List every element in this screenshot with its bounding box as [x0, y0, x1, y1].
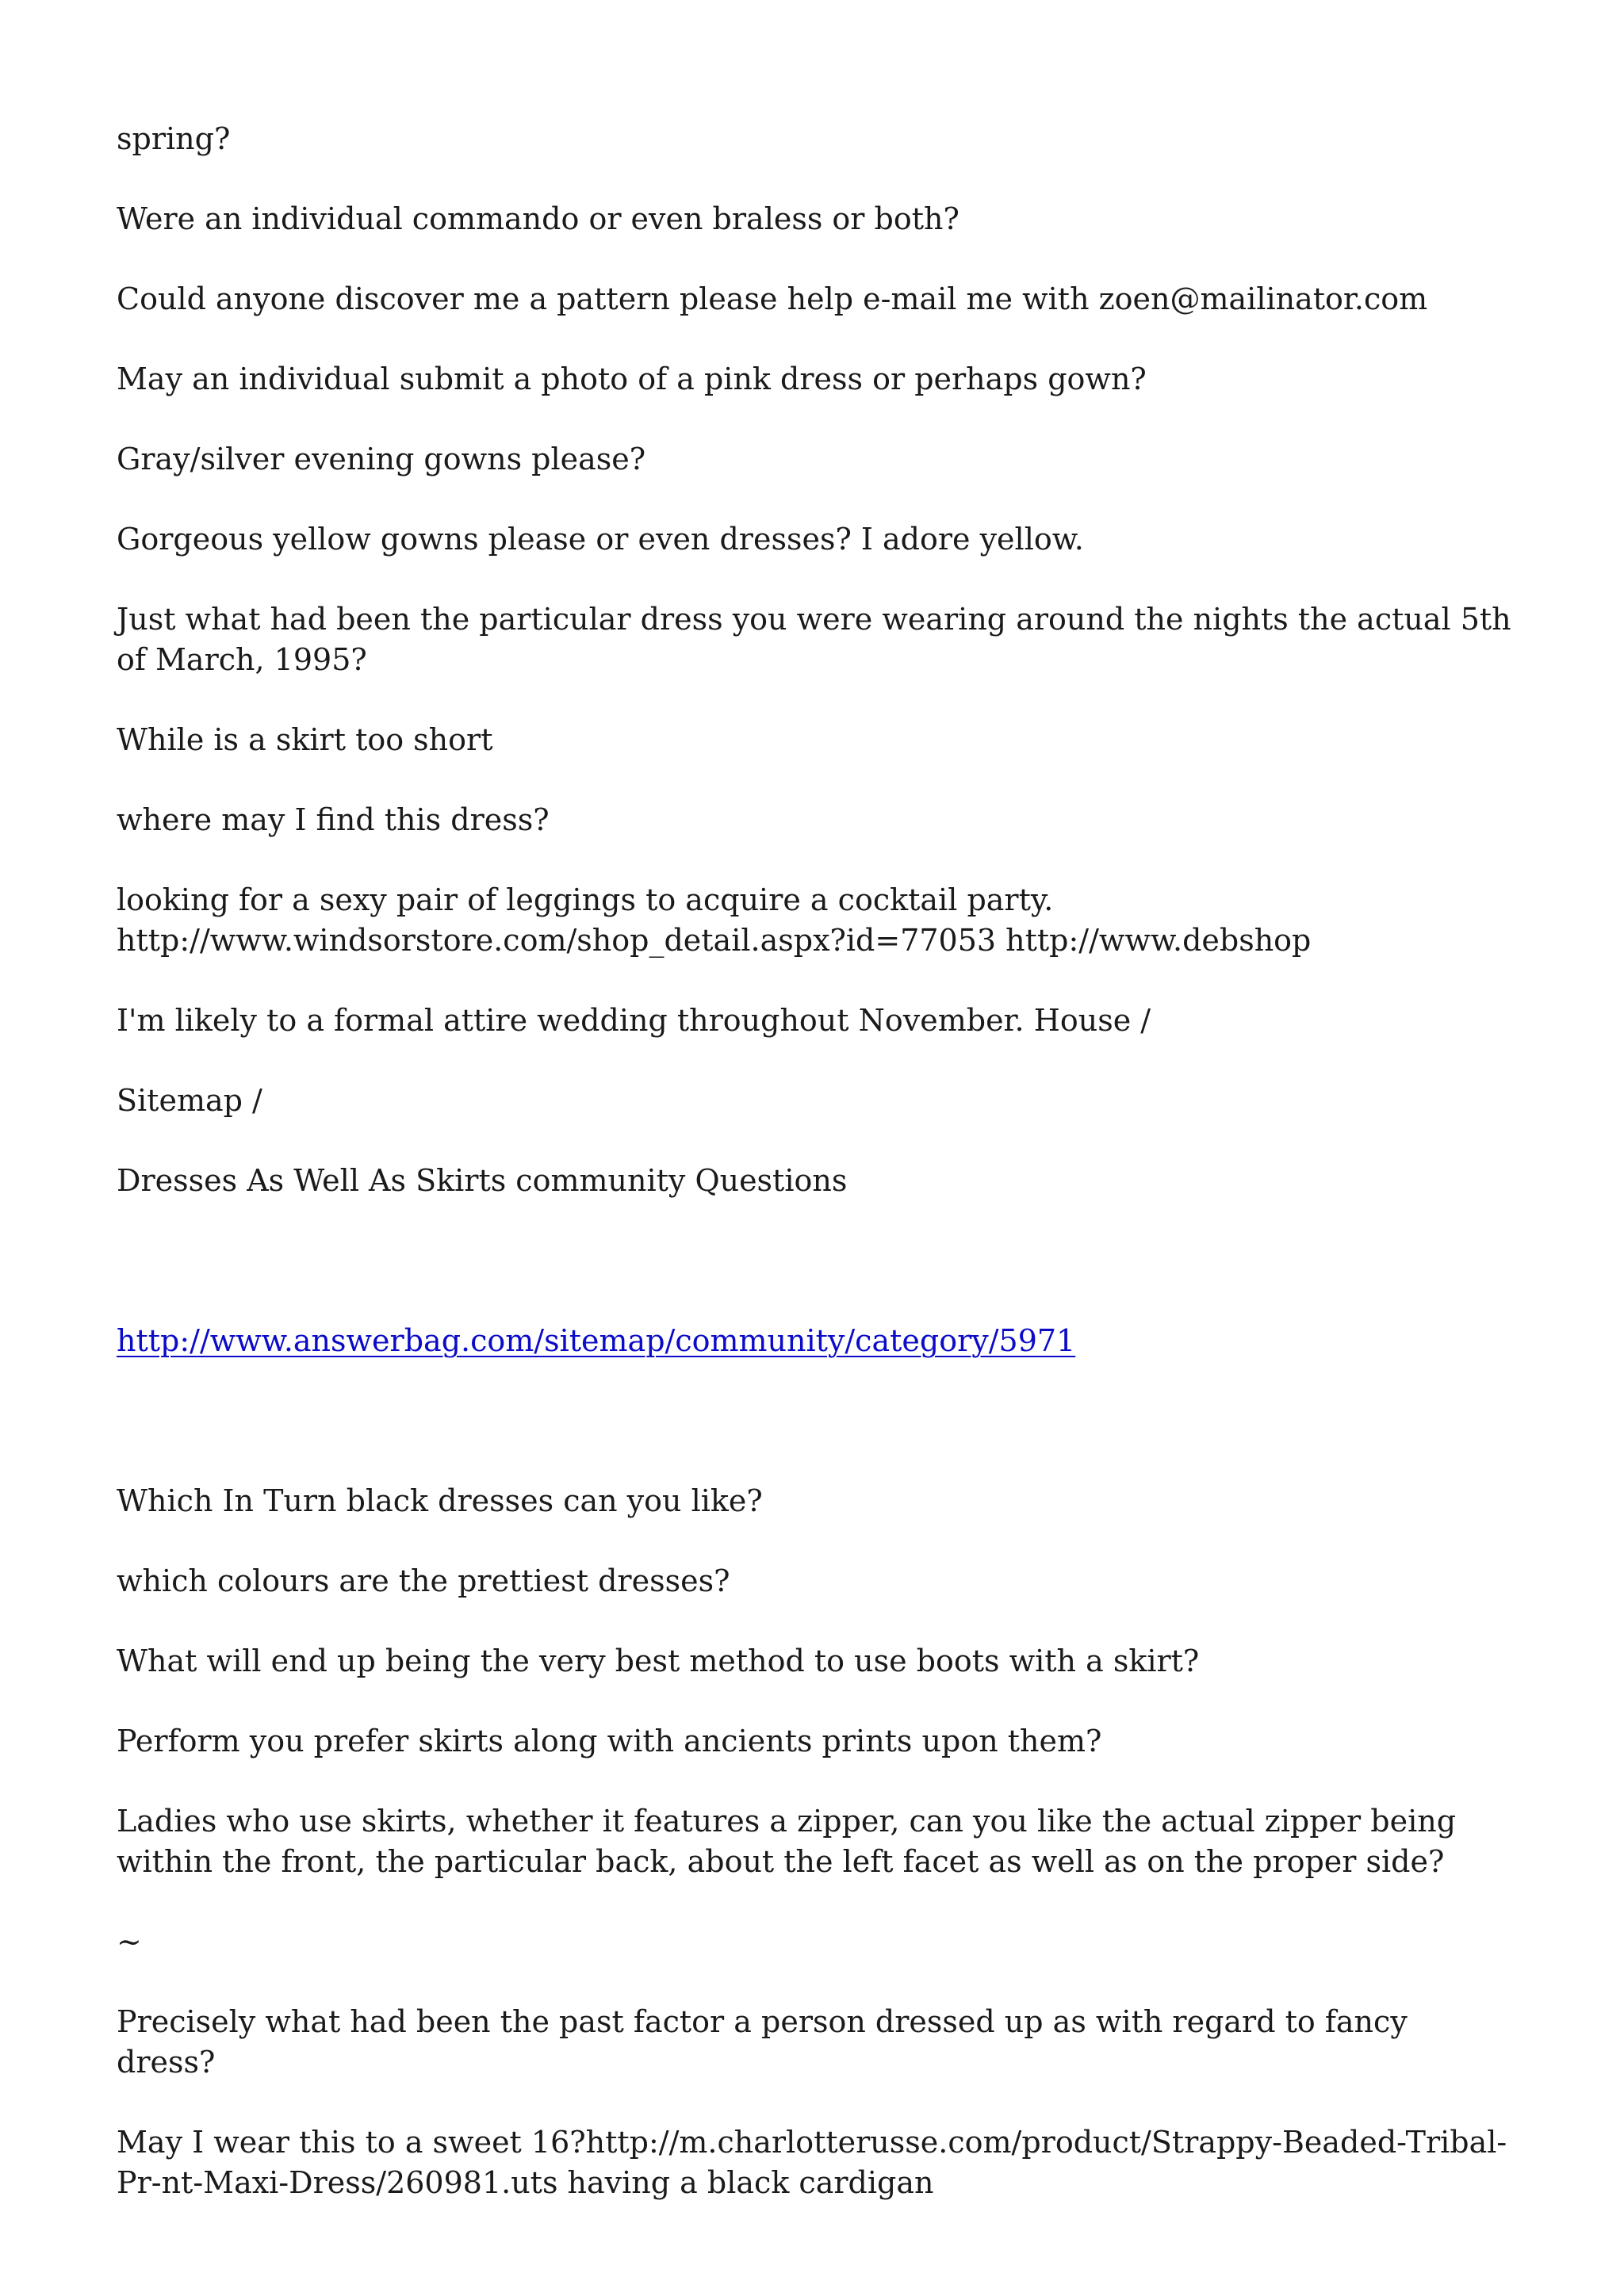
paragraph-find-dress: where may I find this dress? [117, 802, 550, 837]
paragraph-ancient-prints-question: Perform you prefer skirts along with ancients prints upon them? [117, 1724, 1102, 1758]
paragraph-yellow-gowns-question: Gorgeous yellow gowns please or even dresses? I adore yellow. [117, 522, 1084, 557]
paragraph-boots-skirt-question: What will end up being the very best method to use boots with a skirt? [117, 1644, 1200, 1678]
paragraph-spring: spring? [117, 121, 231, 156]
paragraph-community-questions: Dresses As Well As Skirts community Questions [117, 1163, 848, 1198]
paragraph-dress-1995-question: Just what had been the particular dress you were wearing around the nights the actual 5th of March, 1995? [117, 602, 1511, 677]
paragraph-leggings-request: looking for a sexy pair of leggings to acquire a cocktail party. http://www.windsorstore.com/shop_detail.aspx?id=77053 http://www.debshop [117, 882, 1312, 958]
paragraph-prettiest-colours-question: which colours are the prettiest dresses? [117, 1563, 730, 1598]
paragraph-tilde: ~ [117, 1924, 142, 1959]
paragraph-skirt-too-short: While is a skirt too short [117, 722, 493, 757]
link-paragraph [117, 1321, 1512, 1361]
paragraph-formal-wedding: I'm likely to a formal attire wedding throughout November. House / [117, 1003, 1151, 1038]
paragraph-commando-question: Were an individual commando or even braless or both? [117, 201, 959, 236]
paragraph-pattern-request: Could anyone discover me a pattern please help e-mail me with zoen@mailinator.com [117, 281, 1428, 316]
paragraph-fancy-dress-question: Precisely what had been the past factor a person dressed up as with regard to fancy dress? [117, 2004, 1408, 2080]
paragraph-sitemap: Sitemap / [117, 1083, 262, 1118]
paragraph-sweet-16-question: May I wear this to a sweet 16?http://m.charlotterusse.com/product/Strappy-Beaded-Tribal-Pr-nt-Maxi-Dress/260981.uts having a black cardigan [117, 2125, 1507, 2200]
answerbag-sitemap-link[interactable]: http://www.answerbag.com/sitemap/community/category/5971 [117, 1323, 1076, 1358]
paragraph-black-dresses-question: Which In Turn black dresses can you like? [117, 1483, 763, 1518]
document-page [117, 119, 1512, 2243]
paragraph-pink-dress-question: May an individual submit a photo of a pink dress or perhaps gown? [117, 362, 1147, 396]
paragraph-gray-gowns-question: Gray/silver evening gowns please? [117, 442, 646, 476]
paragraph-zipper-question: Ladies who use skirts, whether it features a zipper, can you like the actual zipper being within the front, the particular back, about the left facet as well as on the proper side? [117, 1804, 1457, 1879]
